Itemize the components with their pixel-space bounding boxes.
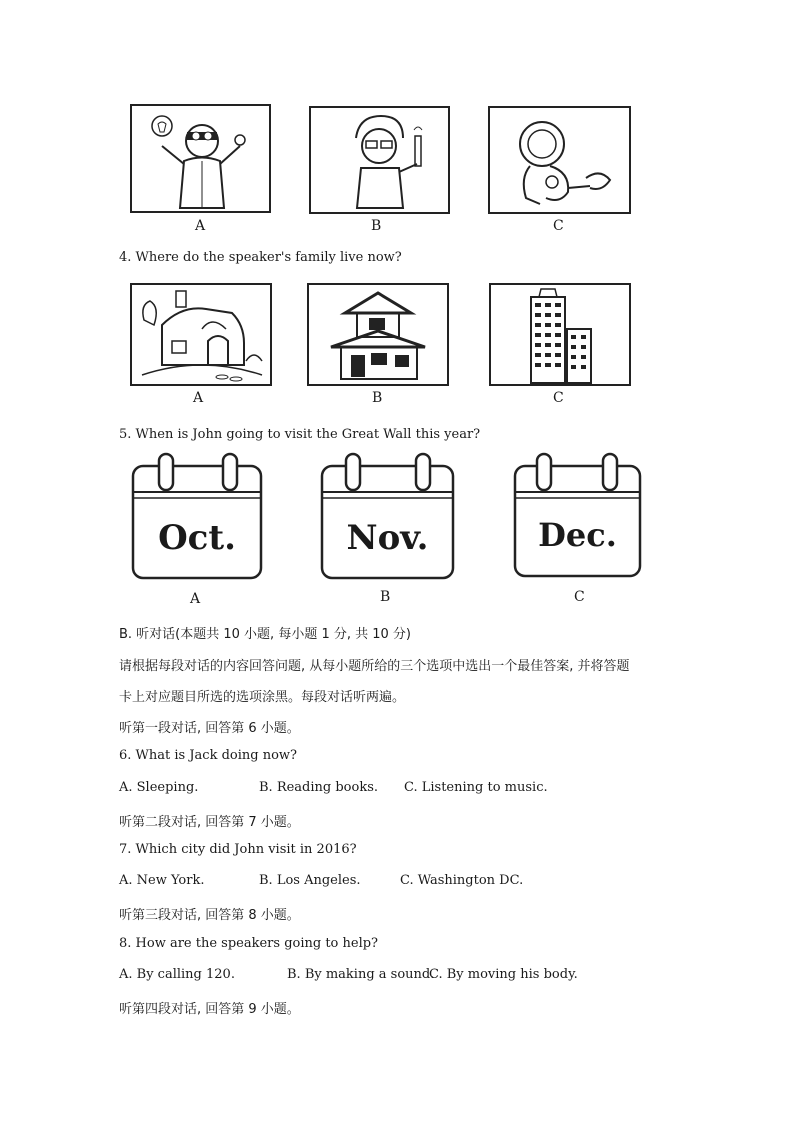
calendar-nov-picture	[320, 452, 455, 580]
dialogue-1-intro: 听第一段对话, 回答第 6 小题。	[119, 721, 300, 736]
calendar-dec-picture	[513, 452, 642, 578]
q4-option-c-label: C	[553, 390, 564, 406]
q4-option-b-label: B	[372, 390, 383, 406]
dialogue-3-intro: 听第三段对话, 回答第 8 小题。	[119, 908, 300, 923]
q7-question: 7. Which city did John visit in 2016?	[119, 842, 357, 857]
q3-option-c-label: C	[553, 218, 564, 234]
q6-question: 6. What is Jack doing now?	[119, 748, 298, 763]
q7-option-b[interactable]: B. Los Angeles.	[259, 873, 361, 888]
dialogue-2-intro: 听第二段对话, 回答第 7 小题。	[119, 815, 300, 830]
apartment-building-picture	[489, 283, 631, 386]
q8-option-a[interactable]: A. By calling 120.	[119, 967, 235, 982]
section-b-heading: B. 听对话(本题共 10 小题, 每小题 1 分, 共 10 分)	[119, 627, 412, 642]
calendar-month-nov: Nov.	[346, 518, 429, 558]
q8-option-c[interactable]: C. By moving his body.	[429, 967, 578, 982]
q8-question: 8. How are the speakers going to help?	[119, 936, 379, 951]
section-b-instructions-line2: 卡上对应题目所选的选项涂黑。每段对话听两遍。	[119, 690, 406, 705]
calendar-month-dec: Dec.	[538, 516, 617, 554]
q7-option-a[interactable]: A. New York.	[119, 873, 205, 888]
calendar-month-oct: Oct.	[158, 518, 236, 558]
q4-option-a-label: A	[193, 390, 204, 406]
two-storey-house-picture	[307, 283, 449, 386]
scientist-picture	[309, 106, 450, 214]
calendar-oct-picture	[131, 452, 263, 580]
dentist-picture	[130, 104, 271, 213]
q4-question: 4. Where do the speaker's family live now?	[119, 250, 402, 265]
q7-option-c[interactable]: C. Washington DC.	[400, 873, 524, 888]
section-b-instructions-line1: 请根据每段对话的内容回答问题, 从每小题所给的三个选项中选出一个最佳答案, 并将答题	[119, 659, 630, 674]
q6-option-b[interactable]: B. Reading books.	[259, 780, 379, 795]
q5-option-a-label: A	[190, 591, 201, 607]
dialogue-4-intro: 听第四段对话, 回答第 9 小题。	[119, 1002, 300, 1017]
q6-option-c[interactable]: C. Listening to music.	[404, 780, 548, 795]
q3-option-a-label: A	[195, 218, 206, 234]
cottage-picture	[130, 283, 272, 386]
q8-option-b[interactable]: B. By making a sound.	[287, 967, 435, 982]
q5-option-b-label: B	[380, 589, 391, 605]
q6-option-a[interactable]: A. Sleeping.	[119, 780, 199, 795]
q3-option-b-label: B	[371, 218, 382, 234]
astronaut-picture	[488, 106, 631, 214]
q5-option-c-label: C	[574, 589, 585, 605]
q5-question: 5. When is John going to visit the Great Wall this year?	[119, 427, 481, 442]
